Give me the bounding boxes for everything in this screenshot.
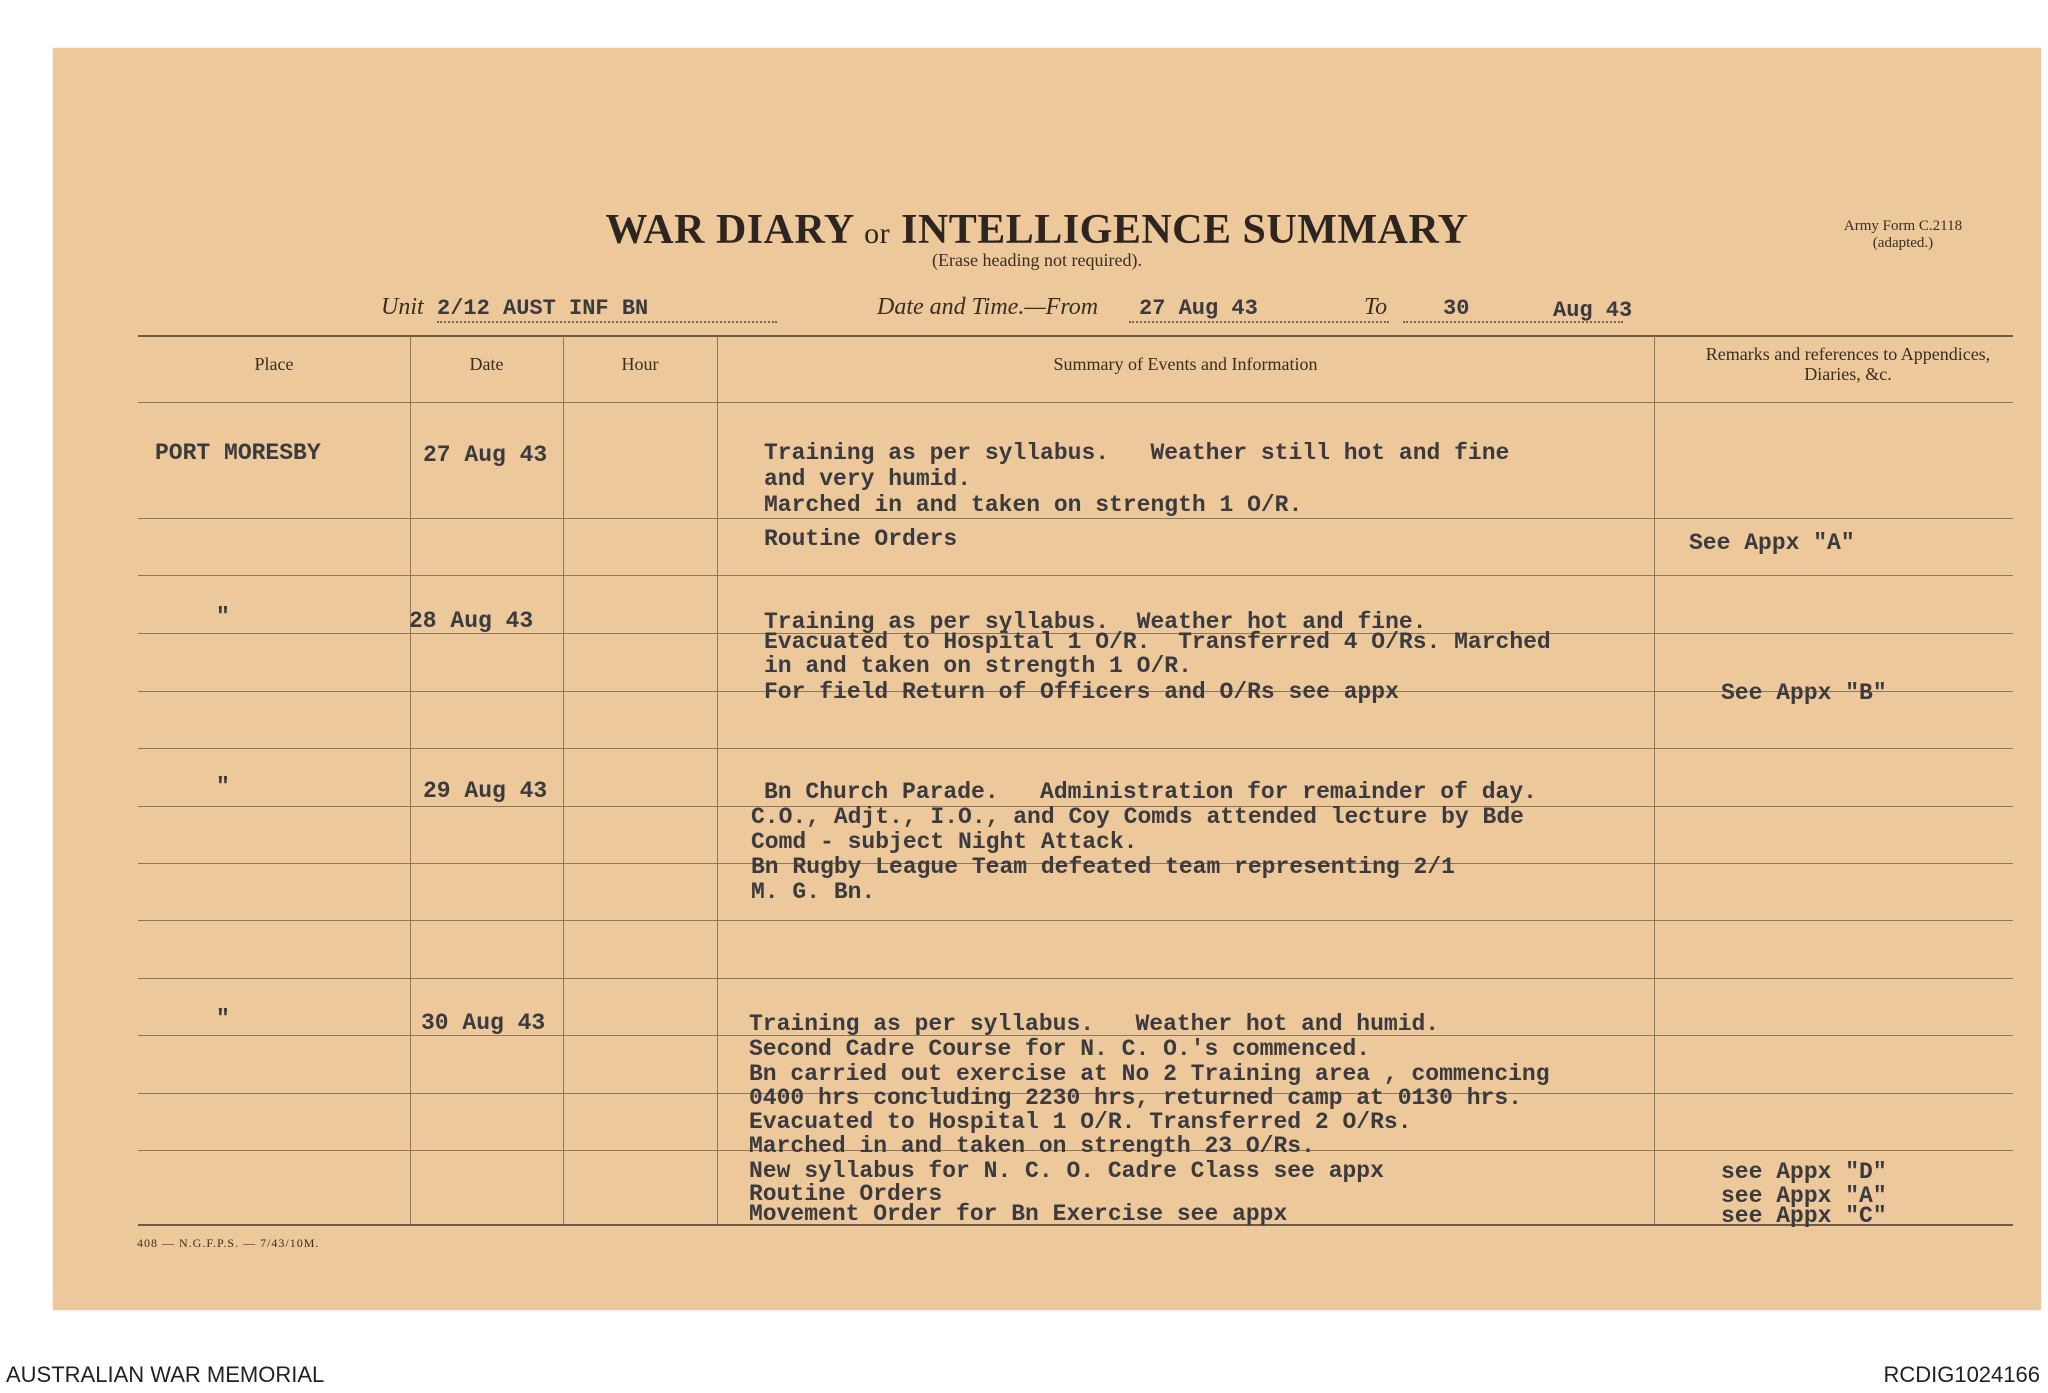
entry-remark: See Appx "A" [1689,530,1855,556]
entry-line: Bn Rugby League Team defeated team representing 2/1 [751,854,1455,880]
entry-line: C.O., Adjt., I.O., and Coy Comds attended lecture by Bde [751,804,1524,830]
entry-line: For field Return of Officers and O/Rs see appx [764,679,1399,705]
unit-value: 2/12 AUST INF BN [437,296,777,323]
entry-line: Second Cadre Course for N. C. O.'s commenced. [749,1036,1371,1062]
entry-place-ditto: " [216,1006,230,1032]
entry-remark: See Appx "B" [1721,680,1887,706]
column-divider-place [410,336,411,1224]
date-time-label: Date and Time.—From [877,294,1099,320]
title-war-diary: WAR DIARY [605,207,854,253]
entry-place-ditto: " [216,774,230,800]
ruled-line [138,575,2013,576]
entry-line: Marched in and taken on strength 1 O/R. [764,492,1303,518]
header-hour: Hour [621,354,659,374]
entry-line: Movement Order for Bn Exercise see appx [749,1201,1288,1227]
entry-line: Routine Orders [764,526,958,552]
form-title [53,206,2021,254]
entry-line: Bn carried out exercise at No 2 Training area , commencing [749,1061,1550,1087]
entry-line: Training as per syllabus. Weather hot and humid. [749,1011,1440,1037]
entry-line: Comd - subject Night Attack. [751,829,1138,855]
header-place: Place [254,354,294,374]
title-or: or [864,217,891,250]
entry-date: 27 Aug 43 [423,442,548,468]
ruled-line [138,748,2013,749]
column-divider-summary [1654,336,1655,1224]
date-to-label: To [1364,294,1388,320]
entry-line: Bn Church Parade. Administration for remainder of day. [764,779,1537,805]
title-intelligence-summary: INTELLIGENCE SUMMARY [901,207,1469,253]
entry-remark: see Appx "A" [1721,1183,1887,1209]
army-form-ref [1833,218,1973,252]
header-summary: Summary of Events and Information [1053,354,1318,374]
ruled-line [138,920,2013,921]
ruled-line [138,402,2013,403]
print-footer: 408 — N.G.F.P.S. — 7/43/10M. [137,1236,320,1250]
entry-date: 29 Aug 43 [423,778,548,804]
unit-label: Unit [381,294,424,320]
entry-line: Evacuated to Hospital 1 O/R. Transferred 4 O/Rs. Marched [764,629,1551,655]
entry-line: M. G. Bn. [751,879,876,905]
entry-line: Routine Orders [749,1181,943,1207]
column-divider-date [563,336,564,1224]
caption-institution: AUSTRALIAN WAR MEMORIAL [6,1362,325,1387]
date-from-value: 27 Aug 43 [1129,296,1389,323]
entry-remark: see Appx "D" [1721,1159,1887,1185]
entry-line: Evacuated to Hospital 1 O/R. Transferred 2 O/Rs. [749,1109,1412,1135]
entry-line: New syllabus for N. C. O. Cadre Class see appx [749,1158,1384,1184]
entry-line: Training as per syllabus. Weather hot and fine. [764,609,1427,635]
date-to-day: 30 [1403,296,1623,323]
table-top-rule [138,335,2013,337]
entry-remark: see Appx "C" [1721,1203,1887,1229]
form-subtitle: (Erase heading not required). [932,250,1142,270]
entry-date: 30 Aug 43 [421,1010,546,1036]
entry-line: and very humid. [764,466,972,492]
entry-line: 0400 hrs concluding 2230 hrs, returned camp at 0130 hrs. [749,1085,1522,1111]
date-to-month: Aug 43 [1553,298,1633,323]
army-form-number: Army Form C.2118 [1843,218,1963,234]
entry-line: Marched in and taken on strength 23 O/Rs. [749,1133,1315,1159]
army-form-adapted: (adapted.) [1872,235,1934,251]
entry-date: 28 Aug 43 [409,608,534,634]
header-date: Date [469,354,504,374]
ruled-line [138,978,2013,979]
diary-sheet [53,48,2041,1310]
entry-line: in and taken on strength 1 O/R. [764,653,1192,679]
header-remarks: Remarks and references to Appendices, Diaries, &c. [1705,344,1991,384]
entry-place-ditto: " [216,604,230,630]
entry-place: PORT MORESBY [155,440,321,466]
column-divider-hour [717,336,718,1224]
caption-record-id: RCDIG1024166 [1883,1362,2040,1387]
ruled-line [138,518,2013,519]
entry-line: Training as per syllabus. Weather still hot and fine [764,440,1510,466]
